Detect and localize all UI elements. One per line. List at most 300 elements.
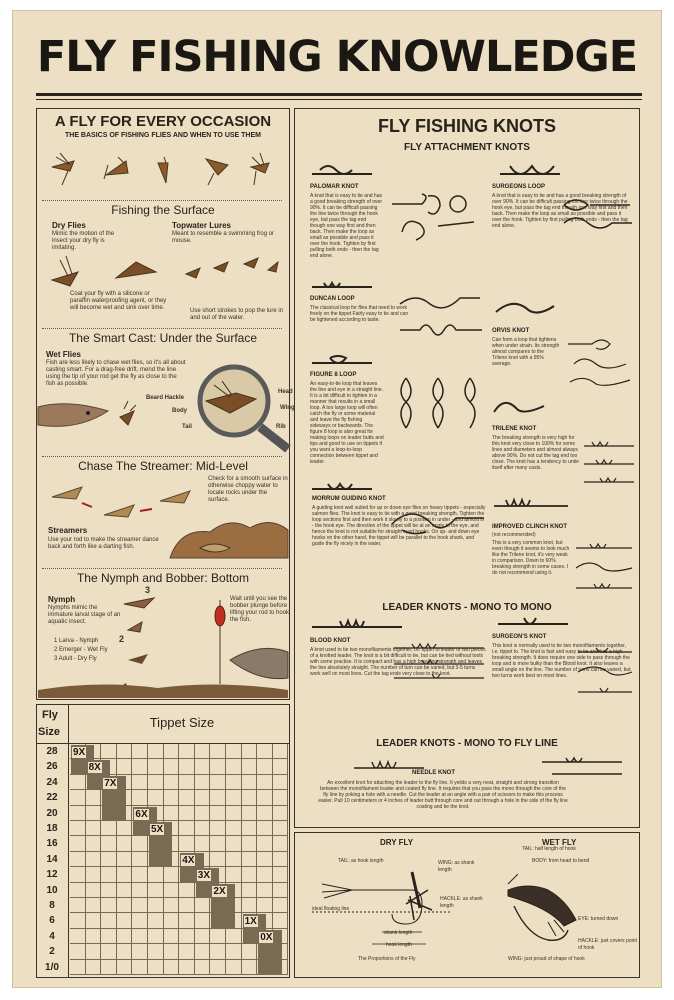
grid-cell [164,929,180,944]
coat-fly-text: Coat your fly with a silicone or paraffin waterproofing agent, or they will become wet and sink over time. [70,291,167,311]
fly-size-label: 18 [46,823,58,834]
dry-flies-text: Mimic the motion of the insect your dry fly is imitating. [52,231,115,251]
grid-cell [257,744,273,759]
orvis-knot-icon [492,296,558,326]
grid-cell [273,867,289,882]
grid-cell [101,913,117,928]
grid-cell [179,821,195,836]
grid-cell [70,898,86,913]
trilene-knot-diagram [582,436,636,492]
grid-cell [148,929,164,944]
grid-cell [86,898,102,913]
fly-size-label: 22 [46,792,58,804]
grid-cell [164,883,180,898]
grid-cell [242,759,258,774]
check-surface-text: Check for a smooth surface in otherwise choppy water to locate rocks under the surface. [208,476,288,503]
grid-cell [86,913,102,928]
blood-knot-diagram [392,640,488,682]
tippet-rating-label: 5X [151,824,164,835]
grid-cell [164,744,180,759]
grid-cell [117,759,133,774]
grid-cell [226,790,242,805]
grid-cell [273,759,289,774]
grid-cell [148,744,164,759]
grid-cell [195,898,211,913]
grid-cell [70,852,86,867]
grid-cell [195,744,211,759]
floating-line-label: ideal floating line [312,906,350,912]
grid-cell [164,913,180,928]
tippet-rating-label: 2X [213,885,226,897]
dry-tail-label: TAIL: as hook length [338,858,384,864]
nymph-illustration [38,590,288,698]
grid-cell [101,744,117,759]
grid-cell [164,775,180,790]
grid-cell [70,806,86,821]
grid-cell [179,806,195,821]
nymph-heading: The Nymph and Bobber: Bottom [76,571,250,585]
grid-cell [117,898,133,913]
tippet-rating-label: 9X [73,747,86,758]
grid-cell [273,913,289,928]
nymph-title: Nymph [48,595,76,604]
grid-cell [242,898,258,913]
grid-cell [101,836,117,851]
grid-cell [70,790,86,805]
nymph-stage-3: 3 Adult - Dry Fly [54,656,97,662]
grid-cell [210,790,226,805]
wet-body-label: BODY: from head to bend [532,858,590,864]
grid-cell [226,775,242,790]
grid-cell [132,883,148,898]
grid-cell [148,960,164,975]
trilene-text: The breaking strength is very high for this knot very close to 100% for some lines and diameters and almost always above 90%. Do not cut the tag end too close. The knot has a tendency to untie itself after many casts. [492,435,579,471]
surface-flies [46,250,281,290]
grid-cell [132,929,148,944]
grid-cell [226,944,242,959]
morrum-text: A guiding knot well suited for up or down eye flies on heavy tippets - especially salmon flies. The knot is easy to tie with a good breaking strength. Tighten the loop sections first and then work it slowly to a position in under - and almost in - the hook eye. The direction of the tippet will be at an angle to the eye, and hence the knot is not suitable for straight eyed hooks. On up- and down eye hooks on the other hand, the tippet will be parallel to the hook shank, and guide the fly nicely in the water. [312,505,486,547]
fly-size-label: 26 [46,761,58,773]
fly-size-label: 1/0 [45,961,59,973]
grid-cell [101,821,117,836]
streamer-heading: Chase The Streamer: Mid-Level [78,459,248,473]
grid-cell [242,852,258,867]
clinch-note: (not recommended) [492,532,536,538]
wet-hackle-label: HACKLE: just covers point of hook [578,938,637,951]
grid-cell [132,790,148,805]
grid-cell [179,790,195,805]
grid-cell [195,836,211,851]
duncan-loop-diagram [396,290,482,344]
grid-cell [210,821,226,836]
grid-cell [257,867,273,882]
grid-cell [242,836,258,851]
divider [42,456,282,458]
grid-cell [101,944,117,959]
grid-cell [70,944,86,959]
grid-cell [164,960,180,975]
axis-divider [68,704,69,978]
grid-cell [226,852,242,867]
fly-size-label: 10 [46,884,58,896]
surgeons-knot-diagram [576,644,636,700]
grid-cell [257,790,273,805]
grid-cell [226,960,242,975]
wet-fly-title: WET FLY [542,838,577,847]
grid-cell [86,806,102,821]
grid-cell [195,759,211,774]
grid-cell [257,759,273,774]
label-wing: Wing [280,405,295,411]
grid-cell [117,836,133,851]
fly-label: Fly [42,709,58,721]
grid-cell [257,852,273,867]
fly-size-label: 6 [49,915,55,927]
streamers-text: Use your rod to make the streamer dance back and forth like a darting fish. [48,537,159,550]
grid-cell [195,790,211,805]
grid-cell [242,790,258,805]
label-body: Body [172,408,187,414]
nymph-stage-2: 2 Emerger - Wet Fly [54,647,108,653]
label-head: Head [278,389,293,395]
fly-size-label: 8 [49,900,55,911]
grid-cell [101,867,117,882]
grid-cell [257,898,273,913]
grid-cell [210,775,226,790]
surgeons-loop-text: A knot that is easy to tie and has a good breaking strength of over 90%. It can be difficult passing the line twice through the hook eye, but pass the tag end though one way first and then back. Then make the loop as small as possible and pass it over the hook. Tighten by first pulling both ends - then the tag end alone. [492,193,628,229]
grid-cell [70,867,86,882]
palomar-title: PALOMAR KNOT [310,184,359,190]
shank-length-label: shank length [384,930,413,936]
label-beard-hackle: Beard Hackle [146,395,185,401]
grid-cell [101,852,117,867]
grid-cell [195,913,211,928]
grid-cell [148,759,164,774]
grid-cell [179,759,195,774]
grid-cell [226,759,242,774]
grid-cell [179,960,195,975]
grid-cell [257,821,273,836]
grid-cell [117,913,133,928]
grid-cell [70,929,86,944]
leader-fly-heading: LEADER KNOTS - MONO TO FLY LINE [376,738,558,749]
fly-size-label: 12 [46,869,58,881]
figure8-title: FIGURE 8 LOOP [310,372,357,378]
grid-cell [70,775,86,790]
grid-cell [86,867,102,882]
grid-cell [132,759,148,774]
tippet-rating-label: 3X [197,870,211,882]
grid-cell [148,944,164,959]
grid-cell [179,913,195,928]
fly-icons-row [46,145,276,190]
needle-knot-diagram [352,754,632,780]
grid-cell [273,744,289,759]
tippet-rating-label: 7X [104,777,117,789]
label-tail: Tail [182,424,192,430]
grid-cell [273,806,289,821]
grid-cell [242,775,258,790]
bobber-text: Wait until you see the bobber plunge before lifting your rod to hook the fish. [230,596,290,623]
grid-cell [132,898,148,913]
fly-size-label: 2 [49,946,55,958]
grid-cell [148,867,164,882]
clinch-text: This is a very common knot, but even though it seems to look much like the Trilene knot, it's very weak in comparison. Down to 60% breaking strength in some cases. I do not recommend using it. [492,540,570,576]
leader-mono-heading: LEADER KNOTS - MONO TO MONO [382,602,552,613]
fly-size-label: 20 [46,807,58,819]
dry-fly-title: DRY FLY [380,838,414,847]
grid-cell [117,929,133,944]
topwater-title: Topwater Lures [172,221,231,230]
grid-cell [226,867,242,882]
grid-cell [179,744,195,759]
tippet-rating-label: 4X [182,854,195,866]
surgeons-knot-title: SURGEON'S KNOT [492,634,547,640]
fly-size-label: 4 [49,930,55,942]
grid-cell [86,929,102,944]
proportions-label: The Proportions of the Fly [358,956,416,962]
palomar-text: A knot that is easy to tie and has a good breaking strength of over 90%. It can be difficult passing the line twice through the hook eye, but pass the tag end though one way first and then back. Then make the loop as small as possible and pass it over the hook. Tighten by first pulling both ends - then the tag end alone. [310,193,382,259]
grid-cell [86,852,102,867]
surgeons-loop-title: SURGEONS LOOP [492,184,546,190]
grid-cell [257,806,273,821]
tippet-rating-label: 1X [244,916,257,928]
palomar-knot-diagram [388,190,480,248]
duncan-title: DUNCAN LOOP [310,296,355,302]
divider [42,568,282,570]
grid-cell [195,821,211,836]
clinch-title: IMPROVED CLINCH KNOT [492,524,567,530]
streamers-title: Streamers [48,526,88,535]
grid-cell [86,836,102,851]
grid-cell [148,775,164,790]
grid-cell [210,806,226,821]
rock-illustration [170,510,288,562]
duncan-knot-icon [310,280,380,294]
grid-cell [101,929,117,944]
divider [42,200,282,202]
grid-cell [179,775,195,790]
grid-cell [195,806,211,821]
grid-cell [86,944,102,959]
hook-length-label: hook length [386,942,412,948]
grid-cell [242,821,258,836]
grid-cell [273,836,289,851]
needle-text: An excellent knot for attaching the leader to the fly line. It yeilds a very neat, straight and strong transition between the monofilament leader and coated fly line. It requires that you pass the mono through the core of the fly line by poking a hole with a needle. Cut the leader at an angle with a pair of scissors to make this process easier. Pull 10 centimeters or 4 inches of leader butt through core and out through a hole in the side of the fly line coating and tie the knot. [318,780,568,810]
orvis-text: Can form a loop that tightens when under strain. Its strength almost compares to the Trilene knot with a 95% average. [492,337,560,367]
size-label: Size [38,726,61,738]
grid-cell [117,883,133,898]
grid-cell [132,944,148,959]
grid-cell [148,898,164,913]
needle-title: NEEDLE KNOT [412,770,456,776]
grid-cell [257,836,273,851]
grid-cell [210,929,226,944]
morrum-title: MORRUM GUIDING KNOT [312,496,386,502]
grid-cell [86,960,102,975]
grid-cell [101,883,117,898]
wet-eye-label: EYE: turned down [578,916,619,922]
grid-cell [179,836,195,851]
short-strokes-text: Use short strokes to pop the lure in and out of the water. [190,308,284,321]
grid-cell [273,852,289,867]
wet-fly-diagram [504,866,584,952]
grid-cell [210,744,226,759]
grid-cell [273,790,289,805]
grid-cell [70,883,86,898]
fly-size-label: 16 [46,838,58,850]
nymph-text: Nymphs mimic the immature larval stage of an aquatic insect. [48,605,121,625]
grid-cell [242,744,258,759]
label-rib: Rib [276,424,286,430]
grid-cell [210,960,226,975]
grid-cell [86,821,102,836]
stage-marker-3: 3 [145,585,151,595]
grid-cell [210,852,226,867]
grid-cell [101,898,117,913]
figure8-loop-diagram [392,374,488,432]
grid-cell [273,775,289,790]
grid-cell [132,913,148,928]
dry-wing-label: WING: as shank length [438,860,475,873]
wet-fly-diagram [38,365,288,455]
morrum-knot-icon [310,482,380,496]
morrum-knot-diagram [388,504,488,540]
title-rule-thin [36,99,642,100]
smart-cast-heading: The Smart Cast: Under the Surface [68,331,258,345]
grid-cell [86,883,102,898]
surgeons-knot-text: This knot is normally used to tie two monofilaments together, i.e. tippet to. The knot is fast and easy to tie and has a high breaking strength. It does require one side to pass through the loop and is more bulky than the Blood knot. It also leaves a small angle on the line. The number of turns can be varied, but two turns work best on most lines. [492,643,631,679]
fly-size-label: 14 [46,853,58,865]
trilene-title: TRILENE KNOT [492,426,537,432]
blood-knot-icon [310,618,410,636]
grid-cell [179,944,195,959]
orvis-title: ORVIS KNOT [492,328,530,334]
grid-cell [242,806,258,821]
grid-cell [226,836,242,851]
trilene-knot-icon [492,396,548,424]
grid-cell [226,806,242,821]
surgeons-knot-icon [496,616,576,632]
blood-title: BLOOD KNOT [310,638,351,644]
grid-cell [179,883,195,898]
grid-cell [210,759,226,774]
grid-cell [164,944,180,959]
grid-cell [117,852,133,867]
wet-wing-label: WING: just proud of shape of hook [508,956,585,962]
grid-cell [242,944,258,959]
grid-cell [273,883,289,898]
grid-cell [70,913,86,928]
dry-flies-title: Dry Flies [52,221,86,230]
grid-cell [195,775,211,790]
surface-heading: Fishing the Surface [111,203,215,217]
grid-cell [179,929,195,944]
grid-cell [273,821,289,836]
grid-cell [132,775,148,790]
tippet-rating-label: 0X [260,931,273,943]
topwater-text: Meant to resemble a swimming frog or mouse. [172,231,275,244]
grid-cell [242,960,258,975]
figure8-text-a: An easy-to-tie loop that leaves the line and eye in a straight line. It is a bit difficult to tighten in a manner that results in a small loop. A too large loop will often catch the fly or some material and leave the fly fishing sideways or backwards. The figure 8 loop is also great for making loops on leader butts and tips and good to use on tippets if you want a loop-to-loop connection between tippet and leader. [310,381,384,465]
grid-cell [70,821,86,836]
wet-flies-title: Wet Flies [46,350,81,359]
grid-cell [226,929,242,944]
fly-occasion-heading: A FLY FOR EVERY OCCASION [54,113,272,130]
grid-cell [195,944,211,959]
grid-cell [132,852,148,867]
nymph-stage-1: 1 Larva - Nymph [54,638,99,644]
grid-cell [210,836,226,851]
grid-cell [226,821,242,836]
clinch-knot-diagram [574,538,636,598]
grid-cell [132,836,148,851]
wet-flies-text: Fish are less likely to chase wet flies, so it's all about casting smart. For a drag-free drift, mend the line using the tip of your rod get the fly as close to the fish as possible. [46,360,186,387]
wet-tail-label: TAIL: half length of hook [522,846,576,852]
grid-cell [70,836,86,851]
poster-title: FLY FISHING KNOWLEDGE [36,32,638,82]
grid-cell [148,913,164,928]
title-rule [36,93,642,96]
grid-cell [210,944,226,959]
grid-cell [101,960,117,975]
blood-text: A knot used to tie two monofilaments together, i.e. tippet to leader or two pieces of a knotted leader. The knot is a bit difficult to tie, but can be tied without tools with some practise. It is compact and has a high breaking strength and leaves the line absolutely straight. The number of turn can be varied, but 3-5 turns work well on most lines. Cut the tag ends very close to the knot. [310,647,486,677]
fly-size-label: 24 [46,776,58,788]
grid-cell [195,960,211,975]
figure8-knot-icon [310,356,380,370]
grid-cell [117,944,133,959]
grid-cell [70,960,86,975]
tippet-rating-label: 6X [135,808,148,820]
grid-cell [164,759,180,774]
tippet-size-label: Tippet Size [149,715,215,730]
grid-cell [148,883,164,898]
grid-cell [132,960,148,975]
grid-cell [195,929,211,944]
grid-cell [148,790,164,805]
grid-cell [242,883,258,898]
grid-cell [179,898,195,913]
divider [42,328,282,330]
grid-cell [226,744,242,759]
duncan-text: The classical loop for flies that need to work freely on the tippet Fairly easy to tie and can be tightened according to taste. [310,305,409,323]
orvis-knot-diagram [564,334,638,390]
surgeons-loop-diagram [560,195,636,235]
grid-cell [257,883,273,898]
grid-cell [164,898,180,913]
grid-cell [242,867,258,882]
grid-cell [132,867,148,882]
grid-cell [86,790,102,805]
tippet-rating-label: 8X [88,762,101,774]
grid-cell [117,960,133,975]
grid-cell [164,806,180,821]
fly-occasion-subheading: THE BASICS OF FISHING FLIES AND WHEN TO USE THEM [64,132,261,139]
attachment-heading: FLY ATTACHMENT KNOTS [404,142,530,153]
grid-cell [117,821,133,836]
knots-heading: FLY FISHING KNOTS [377,116,557,136]
dry-hackle-label: HACKLE: as shank length [440,896,483,909]
clinch-knot-icon [492,494,572,518]
grid-cell [117,744,133,759]
fly-size-label: 28 [46,746,58,757]
grid-cell [273,898,289,913]
grid-cell [164,867,180,882]
grid-cell [257,775,273,790]
dry-fly-diagram [312,860,462,956]
grid-cell [132,744,148,759]
stage-marker-2: 2 [119,634,125,644]
